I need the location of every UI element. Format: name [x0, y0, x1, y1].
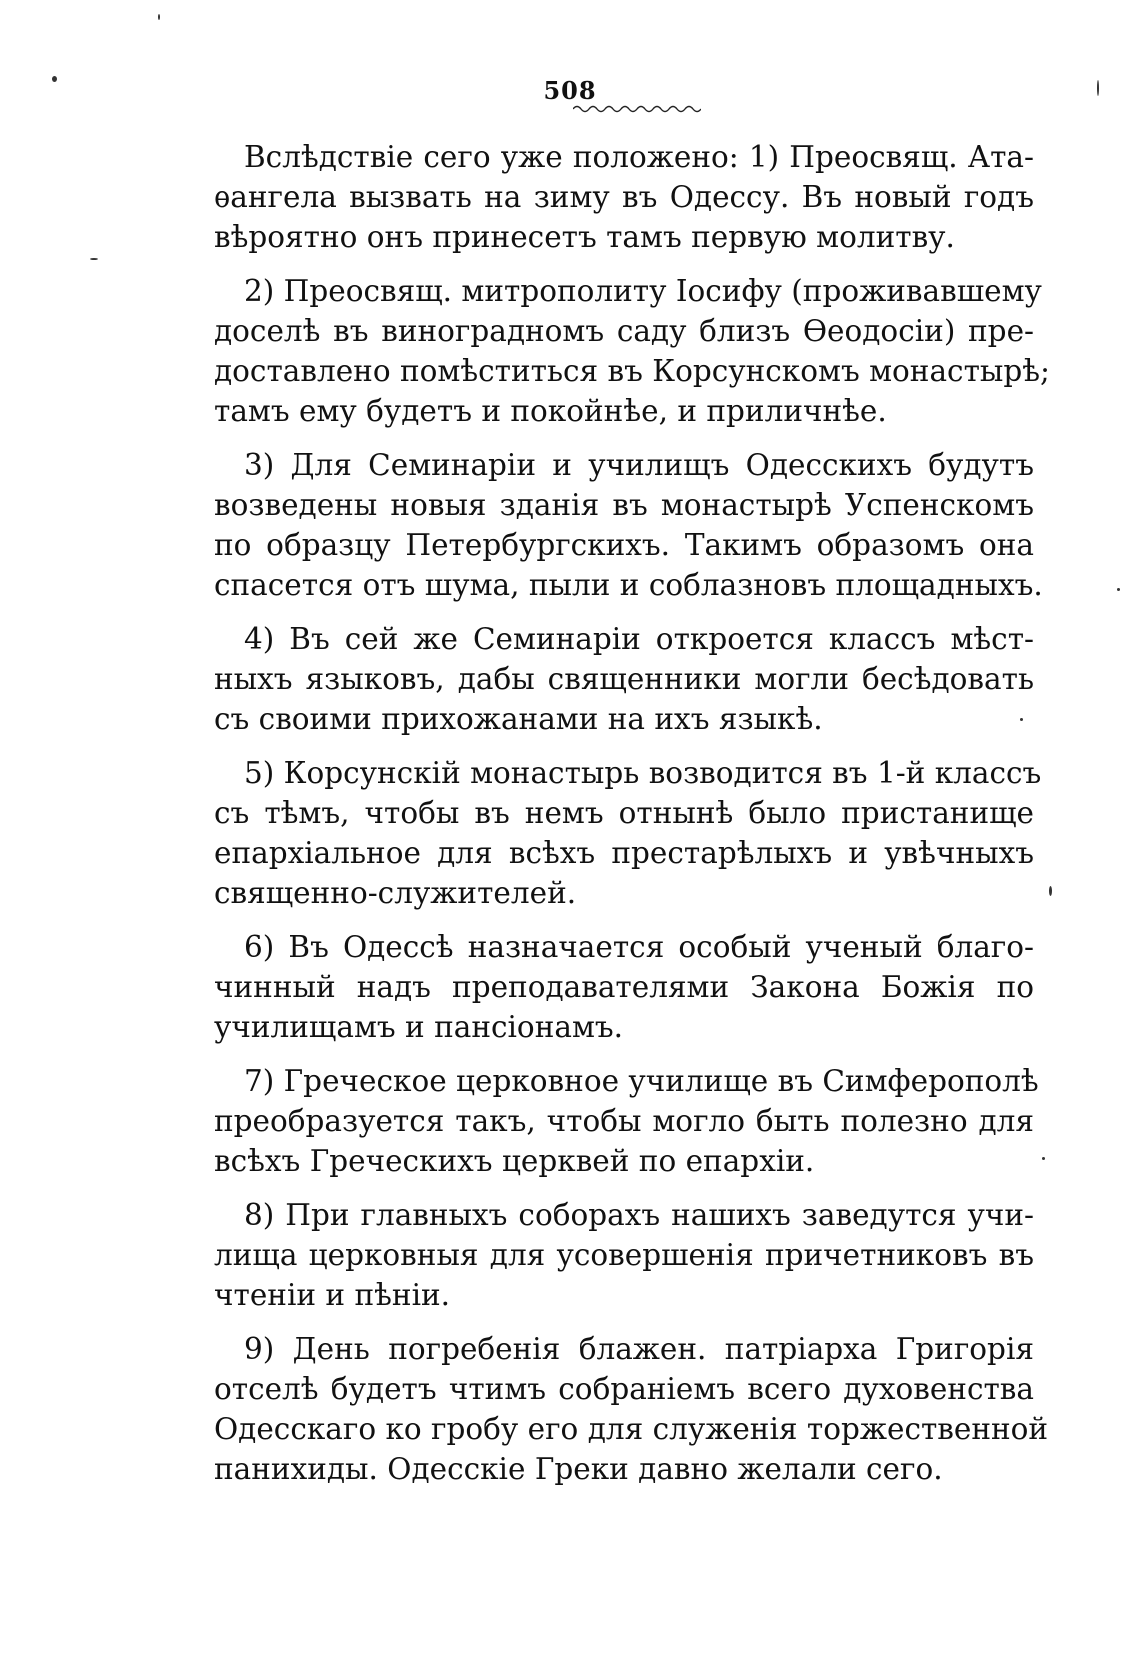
text-line: спасется отъ шума, пыли и соблазновъ площадныхъ. [214, 568, 1043, 602]
text-line: 5) Корсунскій монастырь возводится въ 1-й классъ [244, 756, 1042, 790]
body-text [214, 137, 1050, 1503]
wavy-rule-ornament [573, 104, 701, 114]
text-line: всѣхъ Греческихъ церквей по епархіи. [214, 1144, 815, 1178]
paragraph-4 [214, 619, 1034, 739]
paragraph-6 [214, 927, 1034, 1047]
text-line: 7) Греческое церковное училище въ Симферополѣ [244, 1064, 1039, 1098]
text-line: 8) При главныхъ соборахъ нашихъ заведутся учи- [244, 1198, 1034, 1232]
text-line: съ тѣмъ, чтобы въ немъ отнынѣ было пристанище [214, 796, 1034, 830]
text-line: 9) День погребенія блажен. патріарха Григорія [244, 1332, 1034, 1366]
text-line: преобразуется такъ, чтобы могло быть полезно для [214, 1104, 1034, 1138]
paragraph-1 [214, 137, 1034, 257]
scan-speck [1097, 80, 1099, 96]
text-line: тамъ ему будетъ и покойнѣе, и приличнѣе. [214, 394, 887, 428]
scan-speck [1117, 588, 1120, 591]
scan-speck [1020, 718, 1023, 721]
text-line: ныхъ языковъ, дабы священники могли бесѣдовать [214, 662, 1034, 696]
text-line: Вслѣдствіе сего уже положено: 1) Преосвящ. Ата- [244, 140, 1034, 174]
scan-speck [1049, 886, 1052, 896]
text-line: доселѣ въ виноградномъ саду близъ Ѳеодосіи) пре- [214, 314, 1034, 348]
scan-speck [1042, 1157, 1045, 1160]
scan-speck [158, 14, 160, 20]
text-line: священно-служителей. [214, 876, 577, 910]
text-line: 4) Въ сей же Семинаріи откроется классъ мѣст- [244, 622, 1034, 656]
text-line: ѳангела вызвать на зиму въ Одессу. Въ новый годъ [214, 180, 1034, 214]
text-line: 3) Для Семинаріи и училищъ Одесскихъ будутъ [244, 448, 1034, 482]
text-line: съ своими прихожанами на ихъ языкѣ. [214, 702, 823, 736]
text-line: 2) Преосвящ. митрополиту Іосифу (проживавшему [244, 274, 1042, 308]
text-line: вѣроятно онъ принесетъ тамъ первую молитву. [214, 220, 955, 254]
text-line: по образцу Петербургскихъ. Такимъ образомъ она [214, 528, 1034, 562]
text-line: лища церковныя для усовершенія причетниковъ въ [214, 1238, 1034, 1272]
text-line: доставлено помѣститься въ Корсунскомъ монастырѣ; [214, 354, 1050, 388]
text-line: чтеніи и пѣніи. [214, 1278, 451, 1312]
text-line: 6) Въ Одессѣ назначается особый ученый благо- [244, 930, 1034, 964]
page-number: 508 [543, 76, 597, 105]
paragraph-7 [214, 1061, 1039, 1181]
text-line: Одесскаго ко гробу его для служенія торжественной [214, 1412, 1049, 1446]
paragraph-3 [214, 445, 1043, 605]
text-line: возведены новыя зданія въ монастырѣ Успенскомъ [214, 488, 1034, 522]
text-line: чинный надъ преподавателями Закона Божія по [214, 970, 1034, 1004]
text-line: отселѣ будетъ чтимъ собраніемъ всего духовенства [214, 1372, 1034, 1406]
text-line: училищамъ и пансіонамъ. [214, 1010, 624, 1044]
scan-speck [90, 258, 98, 260]
text-line: епархіальное для всѣхъ престарѣлыхъ и увѣчныхъ [214, 836, 1034, 870]
text-line: панихиды. Одесскіе Греки давно желали сего. [214, 1452, 943, 1486]
scan-speck [52, 76, 57, 82]
paragraph-5 [214, 753, 1042, 913]
paragraph-9 [214, 1329, 1049, 1489]
paragraph-8 [214, 1195, 1034, 1315]
paragraph-2 [214, 271, 1050, 431]
